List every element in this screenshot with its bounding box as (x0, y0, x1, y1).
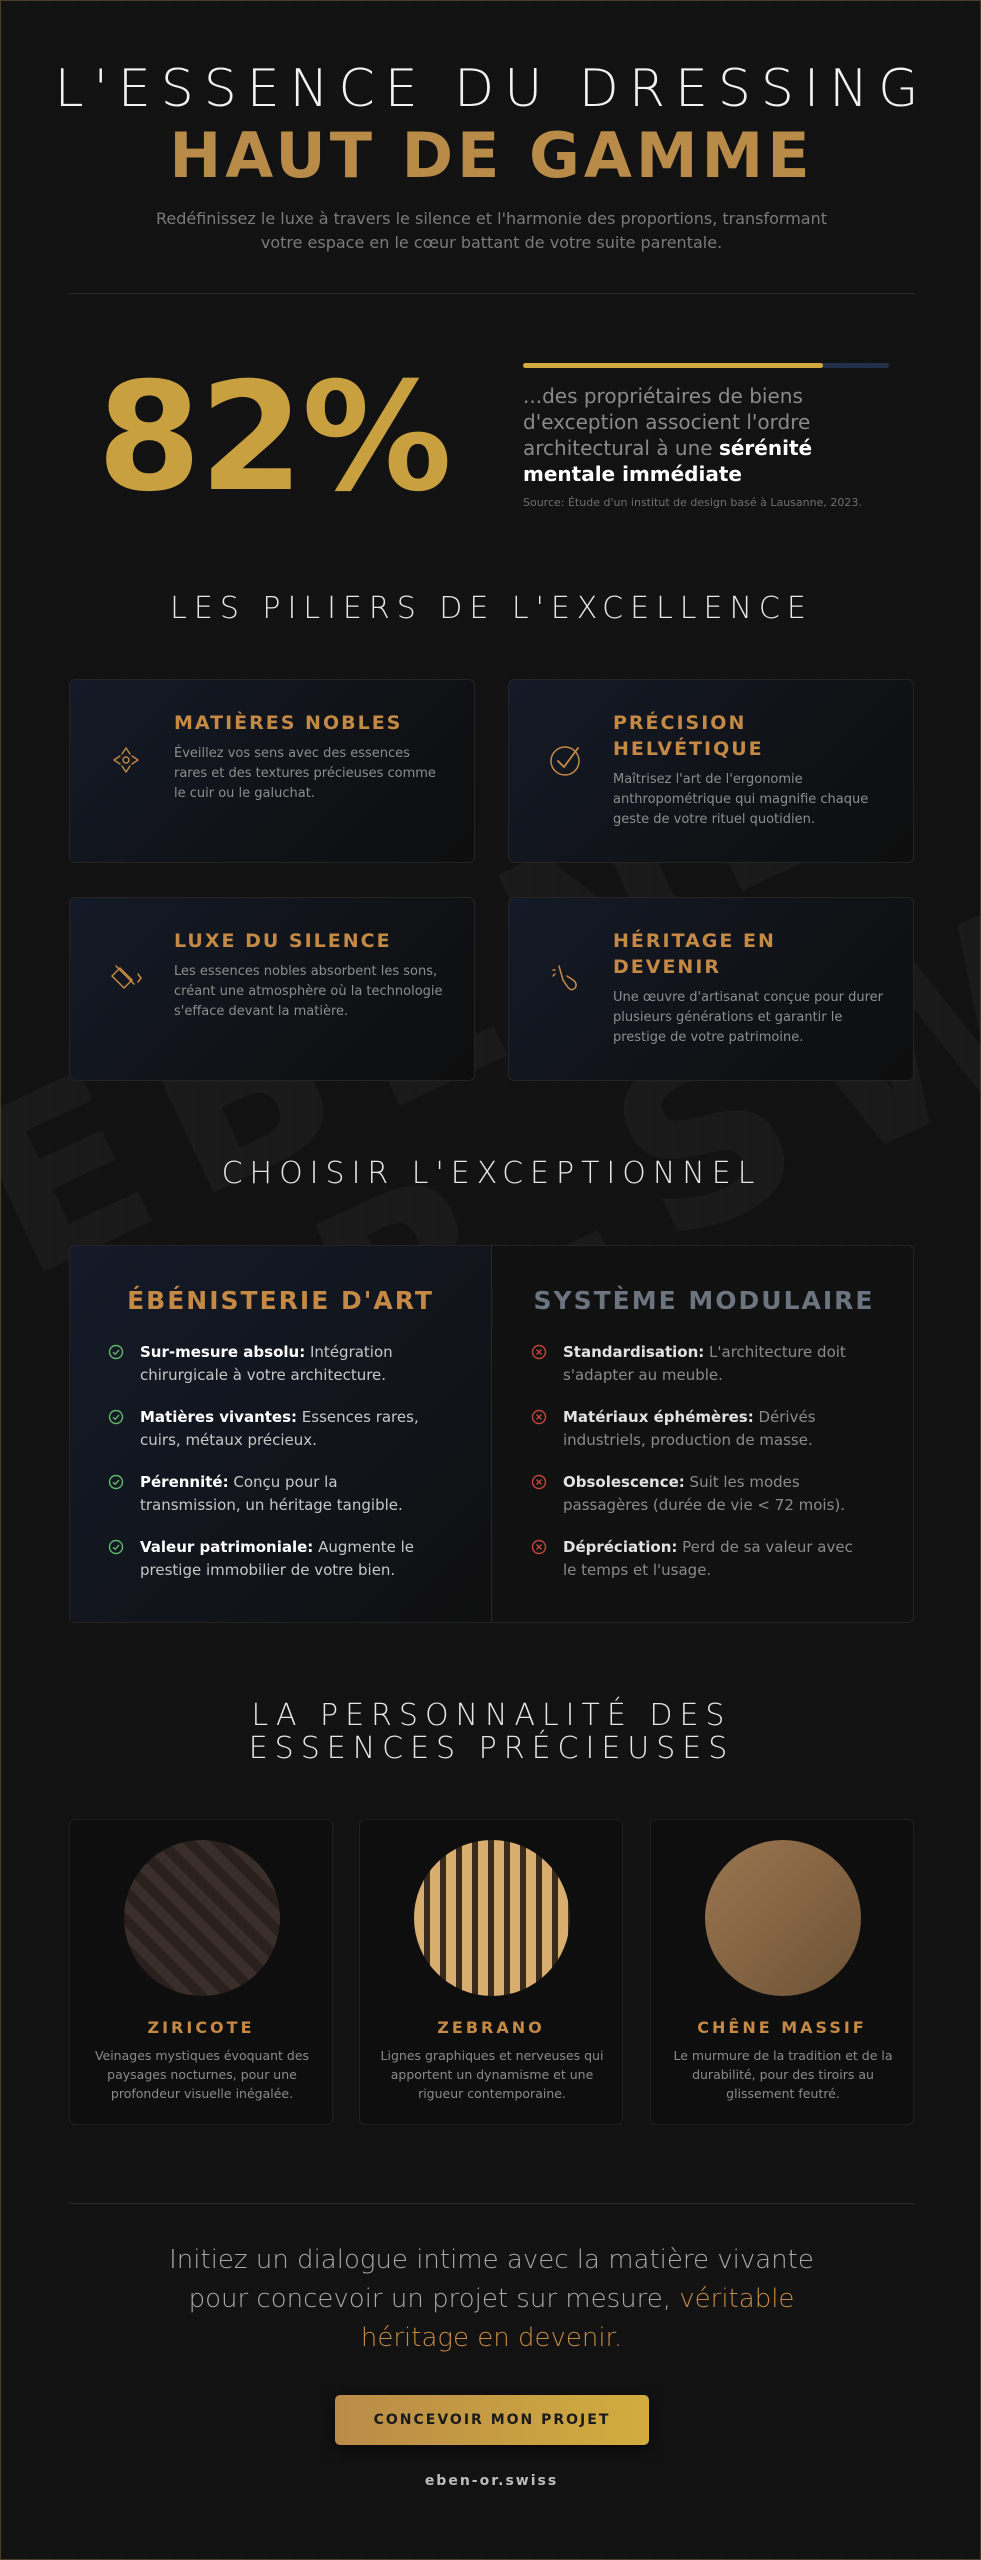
sound-off-icon (106, 958, 146, 998)
site-link[interactable]: eben-or.swiss (424, 2473, 559, 2489)
pillar-card (69, 897, 475, 1081)
comparison-column-title: ÉBÉNISTERIE D'ART (127, 1286, 434, 1315)
stat-description: ...des propriétaires de biens d'exception associent l'ordre architectural à une sérénité mentale immédiate (523, 384, 813, 486)
pillar-card (508, 897, 914, 1081)
start-project-button[interactable]: CONCEVOIR MON PROJET (335, 2395, 649, 2445)
pillar-title: HÉRITAGE EN DEVENIR (613, 930, 776, 978)
nodes-icon (106, 740, 146, 780)
comparison-item: Matériaux éphémères: Dérivés industriels, production de masse. (563, 1406, 863, 1452)
touch-icon (545, 958, 585, 998)
comparison-column-artisan (70, 1246, 492, 1623)
check-icon (108, 1409, 124, 1425)
pillar-description: Les essences nobles absorbent les sons, créant une atmosphère où la technologie s'efface devant la matière. (174, 964, 443, 1019)
wood-card (359, 1819, 623, 2125)
comparison-item: Matières vivantes: Essences rares, cuirs, métaux précieux. (140, 1406, 440, 1452)
wood-name: ZEBRANO (437, 2018, 545, 2037)
wood-description: Veinages mystiques évoquant des paysages nocturnes, pour une profondeur visuelle inégalée. (94, 2048, 310, 2101)
hero-title-line1: L'ESSENCE DU DRESSING (54, 59, 929, 119)
stat-value: 82% (97, 351, 451, 525)
check-icon (108, 1539, 124, 1555)
ziricote-swatch (124, 1840, 280, 1996)
check-icon (108, 1474, 124, 1490)
oak-swatch (705, 1840, 861, 1996)
wood-description: Lignes graphiques et nerveuses qui apportent un dynamisme et une rigueur contemporaine. (380, 2048, 604, 2101)
comparison-item: Obsolescence: Suit les modes passagères (durée de vie < 72 mois). (563, 1471, 863, 1517)
comparison-column-title: SYSTÈME MODULAIRE (533, 1286, 875, 1315)
stat-progress-bar (523, 363, 889, 368)
cta-text: Initiez un dialogue intime avec la matière vivante pour concevoir un projet sur mesure, véritable héritage en devenir. (169, 2245, 814, 2353)
pillar-description: Une œuvre d'artisanat conçue pour durer plusieurs générations et garantir le prestige de votre patrimoine. (613, 990, 883, 1045)
pillar-description: Éveillez vos sens avec des essences rares et des textures précieuses comme le cuir ou le galuchat. (174, 746, 436, 801)
check-icon (108, 1344, 124, 1360)
comparison-item: Sur-mesure absolu: Intégration chirurgicale à votre architecture. (140, 1341, 440, 1387)
hero-lead: Redéfinissez le luxe à travers le silence et l'harmonie des proportions, transformant votre espace en le cœur battant de votre suite parentale. (155, 209, 828, 252)
wood-name: CHÊNE MASSIF (697, 2018, 867, 2037)
comparison-item: Pérennité: Conçu pour la transmission, un héritage tangible. (140, 1471, 440, 1517)
pillar-title: PRÉCISION HELVÉTIQUE (613, 712, 764, 760)
stat-source: Source: Étude d'un institut de design basé à Lausanne, 2023. (523, 496, 862, 509)
cross-icon (531, 1344, 547, 1360)
comparison-item: Dépréciation: Perd de sa valeur avec le temps et l'usage. (563, 1536, 863, 1582)
divider (69, 2203, 914, 2204)
comparison-item: Valeur patrimoniale: Augmente le prestige immobilier de votre bien. (140, 1536, 440, 1582)
pillar-card (508, 679, 914, 863)
zebrano-swatch (414, 1840, 570, 1996)
compare-title: CHOISIR L'EXCEPTIONNEL (221, 1156, 762, 1191)
cross-icon (531, 1409, 547, 1425)
pillar-card (69, 679, 475, 863)
wood-name: ZIRICOTE (147, 2018, 255, 2037)
cross-icon (531, 1474, 547, 1490)
pillars-title: LES PILIERS DE L'EXCELLENCE (170, 591, 813, 626)
wood-card (650, 1819, 914, 2125)
stat-progress-fill (523, 363, 823, 368)
hero-title-line2: HAUT DE GAMME (169, 119, 814, 192)
divider (69, 293, 914, 294)
wood-card (69, 1819, 333, 2125)
comparison-item: Standardisation: L'architecture doit s'adapter au meuble. (563, 1341, 863, 1387)
pillar-title: MATIÈRES NOBLES (174, 712, 403, 734)
pillar-title: LUXE DU SILENCE (174, 930, 392, 952)
check-circle-icon (545, 740, 585, 780)
comparison-table (69, 1245, 914, 1623)
cross-icon (531, 1539, 547, 1555)
woods-title: LA PERSONNALITÉ DES ESSENCES PRÉCIEUSES (248, 1698, 735, 1766)
comparison-column-modular (493, 1246, 914, 1623)
pillar-description: Maîtrisez l'art de l'ergonomie anthropométrique qui magnifie chaque geste de votre rituel quotidien. (613, 772, 869, 827)
wood-description: Le murmure de la tradition et de la durabilité, pour des tiroirs au glissement feutré. (673, 2048, 893, 2101)
